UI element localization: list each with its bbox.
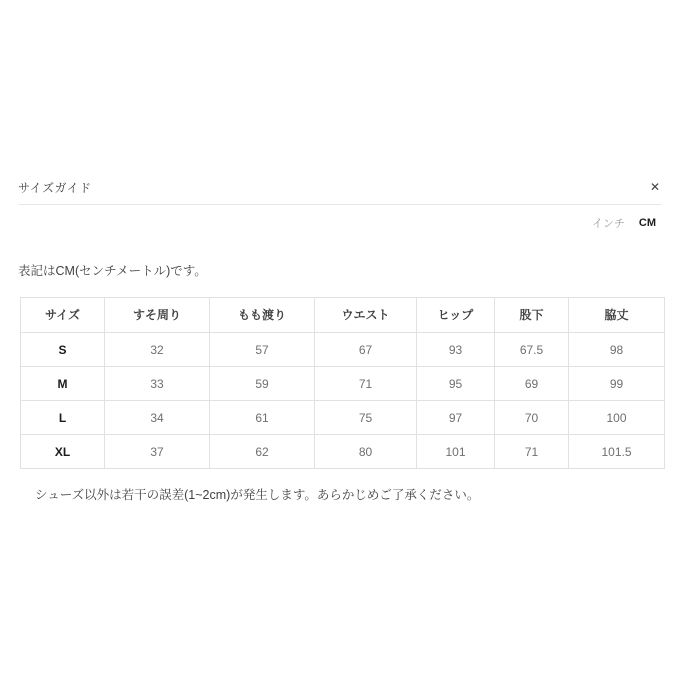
measurement-cell: 62 xyxy=(210,435,315,469)
measurement-cell: 37 xyxy=(105,435,210,469)
unit-option-inch[interactable]: インチ xyxy=(591,218,625,230)
size-label: S xyxy=(21,333,105,367)
measurement-cell: 93 xyxy=(417,333,495,367)
measurement-cell: 100 xyxy=(569,401,665,435)
column-header-size: サイズ xyxy=(21,298,105,333)
column-header-hip: ヒップ xyxy=(417,298,495,333)
table-row xyxy=(21,435,665,469)
measurement-cell: 95 xyxy=(417,367,495,401)
unit-note: 表記はCM(センチメートル)です。 xyxy=(18,264,207,278)
measurement-cell: 98 xyxy=(569,333,665,367)
measurement-cell: 75 xyxy=(315,401,417,435)
column-header-waist: ウエスト xyxy=(315,298,417,333)
size-guide-header xyxy=(18,177,662,197)
size-label: M xyxy=(21,367,105,401)
measurement-cell: 33 xyxy=(105,367,210,401)
measurement-cell: 71 xyxy=(315,367,417,401)
measurement-cell: 97 xyxy=(417,401,495,435)
measurement-cell: 101.5 xyxy=(569,435,665,469)
close-icon[interactable]: ✕ xyxy=(649,180,660,194)
size-label: XL xyxy=(21,435,105,469)
measurement-cell: 69 xyxy=(495,367,569,401)
page-title: サイズガイド xyxy=(18,180,92,195)
measurement-cell: 59 xyxy=(210,367,315,401)
measurement-cell: 101 xyxy=(417,435,495,469)
header-divider xyxy=(18,204,662,205)
measurement-cell: 57 xyxy=(210,333,315,367)
measurement-cell: 99 xyxy=(569,367,665,401)
table-row xyxy=(21,401,665,435)
measurement-cell: 70 xyxy=(495,401,569,435)
measurement-cell: 71 xyxy=(495,435,569,469)
table-row xyxy=(21,367,665,401)
measurement-cell: 34 xyxy=(105,401,210,435)
measurement-cell: 61 xyxy=(210,401,315,435)
measurement-cell: 67.5 xyxy=(495,333,569,367)
table-header-row xyxy=(21,298,665,333)
measurement-cell: 67 xyxy=(315,333,417,367)
column-header-side-length: 脇丈 xyxy=(569,298,665,333)
measurement-cell: 32 xyxy=(105,333,210,367)
size-label: L xyxy=(21,401,105,435)
disclaimer-note: シューズ以外は若干の誤差(1~2cm)が発生します。あらかじめご了承ください。 xyxy=(35,488,480,502)
table-row xyxy=(21,333,665,367)
column-header-inseam: 股下 xyxy=(495,298,569,333)
column-header-hem: すそ周り xyxy=(105,298,210,333)
column-header-thigh: もも渡り xyxy=(210,298,315,333)
unit-toggle xyxy=(592,215,656,231)
measurement-cell: 80 xyxy=(315,435,417,469)
unit-option-cm[interactable]: CM xyxy=(638,217,656,229)
size-table xyxy=(20,297,665,469)
